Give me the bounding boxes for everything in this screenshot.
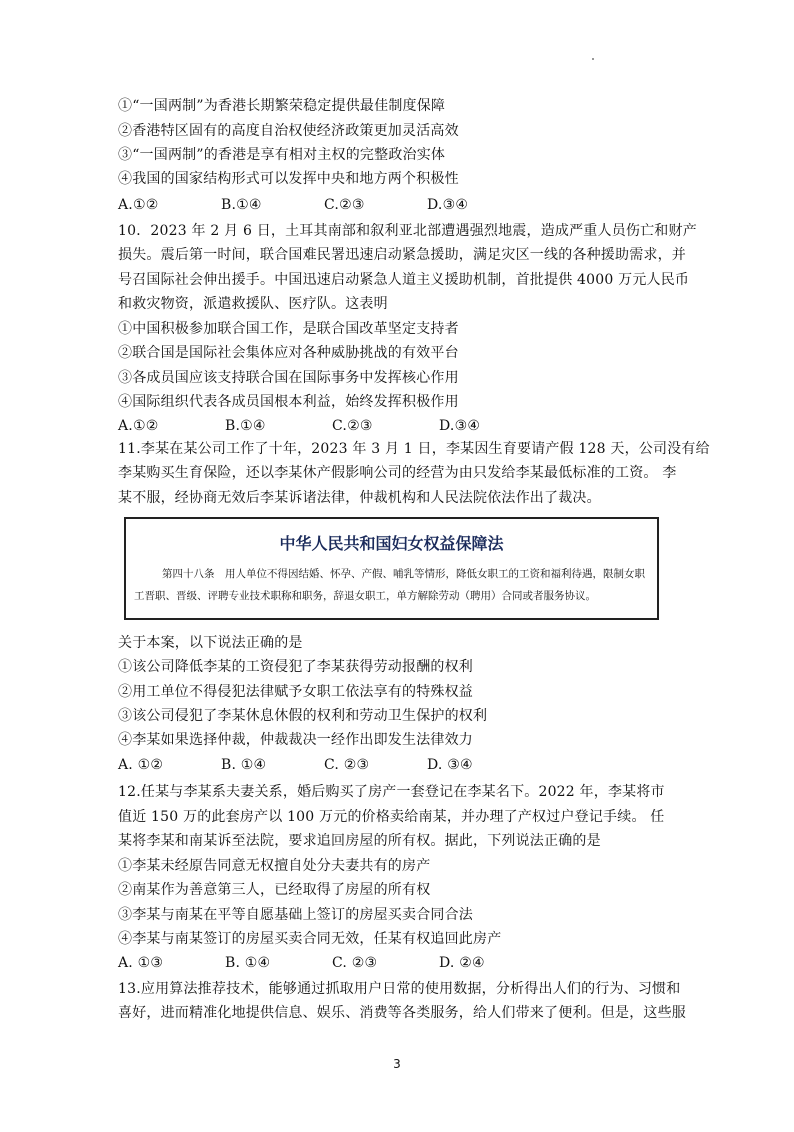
q11-stem-line-1: 11.李某在某公司工作了十年，2023 年 3 月 1 日，李某因生育要请产假 128 天，公司没有给 [118, 441, 710, 457]
q12-statement-4: ④李某与南某签订的房屋买卖合同无效，任某有权追回此房产 [118, 931, 502, 947]
q10-statement-3: ③各成员国应该支持联合国在国际事务中发挥核心作用 [118, 370, 459, 386]
q9-option-b[interactable]: B.①④ [221, 197, 262, 213]
q10-stem-line-4: 和救灾物资，派遣救援队、医疗队。这表明 [118, 296, 388, 312]
q11-prompt: 关于本案，以下说法正确的是 [118, 635, 303, 651]
q12-option-d[interactable]: D. ②④ [439, 955, 485, 971]
q10-option-a[interactable]: A.①② [118, 418, 159, 434]
q9-options [118, 196, 690, 214]
q10-stem-line-2: 损失。震后第一时间，联合国难民署迅速启动紧急援助，满足灾区一线的各种援助需求，并 [118, 247, 686, 263]
q12-option-b[interactable]: B. ①④ [225, 955, 271, 971]
q10-option-b[interactable]: B.①④ [225, 418, 266, 434]
q13-stem-line-2: 喜好，进而精准化地提供信息、娱乐、消费等各类服务，给人们带来了便利。但是，这些服 [118, 1005, 686, 1021]
q12-options [118, 954, 690, 972]
page-number: 3 [393, 1057, 401, 1071]
q11-option-d[interactable]: D. ③④ [427, 757, 473, 773]
q10-option-c[interactable]: C.②③ [332, 418, 373, 434]
q10-stem-line-3: 号召国际社会伸出援手。中国迅速启动紧急人道主义援助机制，首批提供 4000 万元人民币 [118, 272, 690, 288]
q11-statement-1: ①该公司降低李某的工资侵犯了李某获得劳动报酬的权利 [118, 659, 473, 675]
q11-option-a[interactable]: A. ①② [118, 757, 164, 773]
q10-statement-1: ①中国积极参加联合国工作，是联合国改革坚定支持者 [118, 321, 459, 337]
q11-option-c[interactable]: C. ②③ [324, 757, 370, 773]
q11-option-b[interactable]: B. ①④ [221, 757, 267, 773]
q12-stem-line-1: 12.任某与李某系夫妻关系，婚后购买了房产一套登记在李某名下。2022 年，李某将市 [118, 784, 665, 800]
q12-statement-3: ③李某与南某在平等自愿基础上签订的房屋买卖合同合法 [118, 907, 473, 923]
law-title: 中华人民共和国妇女权益保障法 [279, 534, 504, 553]
q12-stem-line-2: 值近 150 万的此套房产以 100 万元的价格卖给南某，并办理了产权过户登记手续。 任 [118, 809, 665, 825]
law-excerpt-box [124, 517, 659, 620]
q11-statement-4: ④李某如果选择仲裁，仲裁裁决一经作出即发生法律效力 [118, 732, 473, 748]
q11-statement-3: ③该公司侵犯了李某休息休假的权利和劳动卫生保护的权利 [118, 708, 488, 724]
scan-speck [592, 58, 594, 60]
q12-option-a[interactable]: A. ①③ [118, 955, 164, 971]
q9-statement-4: ④我国的国家结构形式可以发挥中央和地方两个积极性 [118, 171, 459, 187]
q13-stem-line-1: 13.应用算法推荐技术，能够通过抓取用户日常的使用数据，分析得出人们的行为、习惯和 [118, 981, 681, 997]
q10-statement-4: ④国际组织代表各成员国根本利益，始终发挥积极作用 [118, 394, 459, 410]
q11-stem-line-3: 某不服，经协商无效后李某诉诸法律，仲裁机构和人民法院依法作出了裁决。 [118, 490, 601, 506]
q9-statement-3: ③“一国两制”的香港是享有相对主权的完整政治实体 [118, 147, 446, 163]
q12-stem-line-3: 某将李某和南某诉至法院，要求追回房屋的所有权。据此，下列说法正确的是 [118, 833, 601, 849]
q10-statement-2: ②联合国是国际社会集体应对各种威胁挑战的有效平台 [118, 345, 459, 361]
q10-options [118, 417, 690, 435]
q9-option-c[interactable]: C.②③ [324, 197, 365, 213]
q9-option-d[interactable]: D.③④ [427, 197, 469, 213]
q10-option-d[interactable]: D.③④ [439, 418, 481, 434]
q9-option-a[interactable]: A.①② [118, 197, 159, 213]
q12-option-c[interactable]: C. ②③ [332, 955, 378, 971]
q9-statement-1: ①“一国两制”为香港长期繁荣稳定提供最佳制度保障 [118, 98, 446, 114]
law-article-text: 第四十八条 用人单位不得因结婚、怀孕、产假、哺乳等情形，降低女职工的工资和福利待遇，限制女职工晋职、晋级、评聘专业技术职称和职务，辞退女职工，单方解除劳动（聘用）合同或者服务协议。 [134, 568, 645, 602]
q11-options [118, 756, 690, 774]
q9-statement-2: ②香港特区固有的高度自治权使经济政策更加灵活高效 [118, 123, 459, 139]
q10-stem-line-1: 10．2023 年 2 月 6 日，土耳其南部和叙利亚北部遭遇强烈地震，造成严重人员伤亡和财产 [118, 223, 697, 239]
q12-statement-1: ①李某未经原告同意无权擅自处分夫妻共有的房产 [118, 858, 431, 874]
q11-stem-line-2: 李某购买生育保险，还以李某休产假影响公司的经营为由只发给李某最低标准的工资。 李 [118, 465, 677, 481]
q12-statement-2: ②南某作为善意第三人，已经取得了房屋的所有权 [118, 882, 431, 898]
q11-statement-2: ②用工单位不得侵犯法律赋予女职工依法享有的特殊权益 [118, 684, 473, 700]
